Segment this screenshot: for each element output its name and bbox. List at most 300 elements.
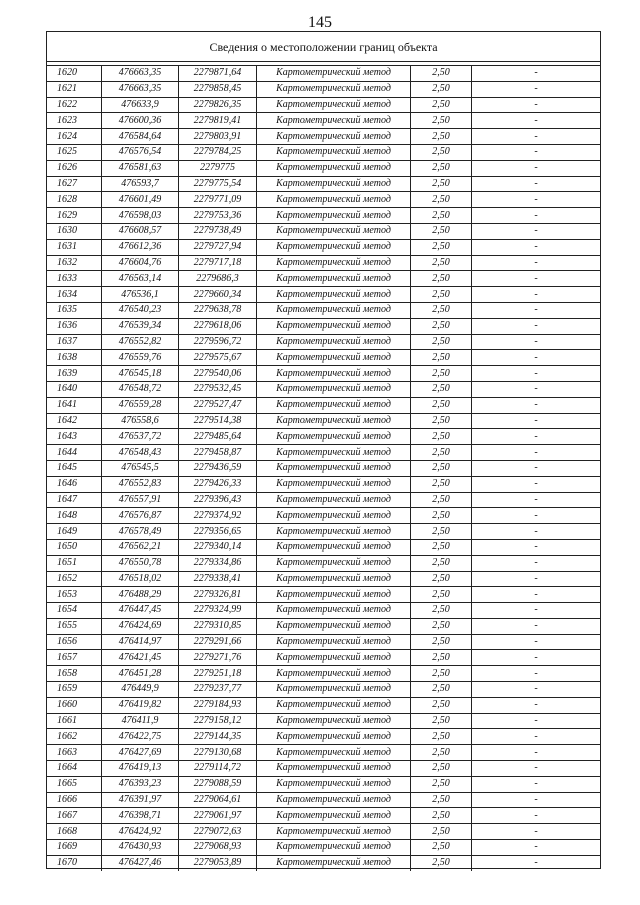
table-row [47, 334, 600, 350]
x-coordinate-cell: 476581,63 [102, 160, 179, 176]
point-number-cell: 1657 [47, 650, 102, 666]
method-cell: Картометрический метод [257, 445, 411, 461]
method-cell: Картометрический метод [257, 192, 411, 208]
table-row [47, 192, 600, 208]
table-row [47, 144, 600, 160]
table-row [47, 271, 600, 287]
precision-cell: 2,50 [411, 508, 472, 524]
x-coordinate-cell: 476633,9 [102, 97, 179, 113]
method-cell: Картометрический метод [257, 492, 411, 508]
description-cell: - [472, 571, 601, 587]
description-cell: - [472, 334, 601, 350]
x-coordinate-cell: 476552,82 [102, 334, 179, 350]
x-coordinate-cell: 476449,9 [102, 682, 179, 698]
point-number-cell: 1620 [47, 66, 102, 82]
description-cell: - [472, 318, 601, 334]
y-coordinate-cell: 2279819,41 [179, 113, 257, 129]
x-coordinate-cell: 476548,72 [102, 381, 179, 397]
table-row [47, 429, 600, 445]
description-cell: - [472, 287, 601, 303]
x-coordinate-cell: 476540,23 [102, 302, 179, 318]
table-row [47, 366, 600, 382]
method-cell: Картометрический метод [257, 366, 411, 382]
description-cell: - [472, 350, 601, 366]
precision-cell: 2,50 [411, 144, 472, 160]
boundary-points-table [47, 65, 600, 871]
point-number-cell: 1666 [47, 792, 102, 808]
method-cell: Картометрический метод [257, 539, 411, 555]
x-coordinate-cell: 476411,9 [102, 713, 179, 729]
method-cell: Картометрический метод [257, 239, 411, 255]
precision-cell: 2,50 [411, 160, 472, 176]
description-cell: - [472, 113, 601, 129]
description-cell: - [472, 539, 601, 555]
precision-cell: 2,50 [411, 555, 472, 571]
point-number-cell: 1649 [47, 524, 102, 540]
y-coordinate-cell: 2279324,99 [179, 603, 257, 619]
precision-cell: 2,50 [411, 603, 472, 619]
description-cell: - [472, 397, 601, 413]
y-coordinate-cell: 2279310,85 [179, 618, 257, 634]
y-coordinate-cell: 2279271,76 [179, 650, 257, 666]
x-coordinate-cell: 476447,45 [102, 603, 179, 619]
table-row [47, 840, 600, 856]
method-cell: Картометрический метод [257, 713, 411, 729]
y-coordinate-cell: 2279717,18 [179, 255, 257, 271]
description-cell: - [472, 129, 601, 145]
y-coordinate-cell: 2279436,59 [179, 460, 257, 476]
table-row [47, 492, 600, 508]
x-coordinate-cell: 476550,78 [102, 555, 179, 571]
table-row [47, 571, 600, 587]
precision-cell: 2,50 [411, 808, 472, 824]
description-cell: - [472, 208, 601, 224]
precision-cell: 2,50 [411, 492, 472, 508]
description-cell: - [472, 239, 601, 255]
y-coordinate-cell: 2279326,81 [179, 587, 257, 603]
y-coordinate-cell: 2279340,14 [179, 539, 257, 555]
method-cell: Картометрический метод [257, 697, 411, 713]
x-coordinate-cell: 476601,49 [102, 192, 179, 208]
y-coordinate-cell: 2279727,94 [179, 239, 257, 255]
x-coordinate-cell: 476419,82 [102, 697, 179, 713]
point-number-cell: 1667 [47, 808, 102, 824]
x-coordinate-cell: 476545,18 [102, 366, 179, 382]
table-row [47, 729, 600, 745]
description-cell: - [472, 745, 601, 761]
y-coordinate-cell: 2279638,78 [179, 302, 257, 318]
method-cell: Картометрический метод [257, 745, 411, 761]
table-row [47, 97, 600, 113]
table-row [47, 761, 600, 777]
x-coordinate-cell: 476424,69 [102, 618, 179, 634]
point-number-cell: 1669 [47, 840, 102, 856]
table-row [47, 603, 600, 619]
method-cell: Картометрический метод [257, 524, 411, 540]
precision-cell: 2,50 [411, 271, 472, 287]
precision-cell: 2,50 [411, 697, 472, 713]
y-coordinate-cell: 2279775,54 [179, 176, 257, 192]
y-coordinate-cell: 2279334,86 [179, 555, 257, 571]
method-cell: Картометрический метод [257, 144, 411, 160]
description-cell: - [472, 682, 601, 698]
y-coordinate-cell: 2279088,59 [179, 776, 257, 792]
table-row [47, 350, 600, 366]
precision-cell: 2,50 [411, 840, 472, 856]
y-coordinate-cell: 2279738,49 [179, 223, 257, 239]
point-number-cell: 1670 [47, 855, 102, 870]
y-coordinate-cell: 2279540,06 [179, 366, 257, 382]
precision-cell: 2,50 [411, 113, 472, 129]
description-cell: - [472, 508, 601, 524]
method-cell: Картометрический метод [257, 824, 411, 840]
description-cell: - [472, 476, 601, 492]
point-number-cell: 1652 [47, 571, 102, 587]
point-number-cell: 1645 [47, 460, 102, 476]
point-number-cell: 1661 [47, 713, 102, 729]
precision-cell: 2,50 [411, 476, 472, 492]
table-row [47, 287, 600, 303]
x-coordinate-cell: 476608,57 [102, 223, 179, 239]
description-cell: - [472, 492, 601, 508]
y-coordinate-cell: 2279291,66 [179, 634, 257, 650]
description-cell: - [472, 381, 601, 397]
point-number-cell: 1637 [47, 334, 102, 350]
method-cell: Картометрический метод [257, 682, 411, 698]
table-row [47, 239, 600, 255]
point-number-cell: 1626 [47, 160, 102, 176]
point-number-cell: 1643 [47, 429, 102, 445]
table-row [47, 476, 600, 492]
description-cell: - [472, 271, 601, 287]
x-coordinate-cell: 476430,93 [102, 840, 179, 856]
method-cell: Картометрический метод [257, 381, 411, 397]
table-row [47, 255, 600, 271]
method-cell: Картометрический метод [257, 571, 411, 587]
x-coordinate-cell: 476552,83 [102, 476, 179, 492]
description-cell: - [472, 366, 601, 382]
y-coordinate-cell: 2279061,97 [179, 808, 257, 824]
y-coordinate-cell: 2279068,93 [179, 840, 257, 856]
method-cell: Картометрический метод [257, 255, 411, 271]
y-coordinate-cell: 2279575,67 [179, 350, 257, 366]
point-number-cell: 1623 [47, 113, 102, 129]
description-cell: - [472, 66, 601, 82]
method-cell: Картометрический метод [257, 666, 411, 682]
method-cell: Картометрический метод [257, 160, 411, 176]
precision-cell: 2,50 [411, 571, 472, 587]
x-coordinate-cell: 476562,21 [102, 539, 179, 555]
method-cell: Картометрический метод [257, 792, 411, 808]
method-cell: Картометрический метод [257, 113, 411, 129]
x-coordinate-cell: 476612,36 [102, 239, 179, 255]
method-cell: Картометрический метод [257, 350, 411, 366]
point-number-cell: 1627 [47, 176, 102, 192]
y-coordinate-cell: 2279338,41 [179, 571, 257, 587]
point-number-cell: 1629 [47, 208, 102, 224]
table-row [47, 682, 600, 698]
x-coordinate-cell: 476488,29 [102, 587, 179, 603]
precision-cell: 2,50 [411, 587, 472, 603]
point-number-cell: 1642 [47, 413, 102, 429]
description-cell: - [472, 176, 601, 192]
table-row [47, 634, 600, 650]
point-number-cell: 1660 [47, 697, 102, 713]
y-coordinate-cell: 2279858,45 [179, 81, 257, 97]
method-cell: Картометрический метод [257, 318, 411, 334]
point-number-cell: 1638 [47, 350, 102, 366]
x-coordinate-cell: 476578,49 [102, 524, 179, 540]
description-cell: - [472, 445, 601, 461]
x-coordinate-cell: 476663,35 [102, 81, 179, 97]
description-cell: - [472, 144, 601, 160]
y-coordinate-cell: 2279532,45 [179, 381, 257, 397]
table-row [47, 776, 600, 792]
precision-cell: 2,50 [411, 255, 472, 271]
y-coordinate-cell: 2279072,63 [179, 824, 257, 840]
y-coordinate-cell: 2279753,36 [179, 208, 257, 224]
point-number-cell: 1662 [47, 729, 102, 745]
x-coordinate-cell: 476593,7 [102, 176, 179, 192]
x-coordinate-cell: 476563,14 [102, 271, 179, 287]
description-cell: - [472, 429, 601, 445]
y-coordinate-cell: 2279158,12 [179, 713, 257, 729]
precision-cell: 2,50 [411, 445, 472, 461]
precision-cell: 2,50 [411, 366, 472, 382]
method-cell: Картометрический метод [257, 634, 411, 650]
x-coordinate-cell: 476558,6 [102, 413, 179, 429]
precision-cell: 2,50 [411, 176, 472, 192]
precision-cell: 2,50 [411, 397, 472, 413]
point-number-cell: 1621 [47, 81, 102, 97]
table-row [47, 318, 600, 334]
point-number-cell: 1646 [47, 476, 102, 492]
table-row [47, 618, 600, 634]
x-coordinate-cell: 476545,5 [102, 460, 179, 476]
precision-cell: 2,50 [411, 855, 472, 870]
x-coordinate-cell: 476576,87 [102, 508, 179, 524]
method-cell: Картометрический метод [257, 476, 411, 492]
method-cell: Картометрический метод [257, 97, 411, 113]
x-coordinate-cell: 476419,13 [102, 761, 179, 777]
precision-cell: 2,50 [411, 208, 472, 224]
point-number-cell: 1668 [47, 824, 102, 840]
table-row [47, 397, 600, 413]
table-row [47, 666, 600, 682]
method-cell: Картометрический метод [257, 840, 411, 856]
precision-cell: 2,50 [411, 129, 472, 145]
method-cell: Картометрический метод [257, 334, 411, 350]
precision-cell: 2,50 [411, 824, 472, 840]
x-coordinate-cell: 476398,71 [102, 808, 179, 824]
description-cell: - [472, 618, 601, 634]
precision-cell: 2,50 [411, 761, 472, 777]
y-coordinate-cell: 2279784,25 [179, 144, 257, 160]
y-coordinate-cell: 2279771,09 [179, 192, 257, 208]
point-number-cell: 1640 [47, 381, 102, 397]
y-coordinate-cell: 2279426,33 [179, 476, 257, 492]
precision-cell: 2,50 [411, 66, 472, 82]
precision-cell: 2,50 [411, 539, 472, 555]
precision-cell: 2,50 [411, 634, 472, 650]
table-row [47, 81, 600, 97]
table-row [47, 223, 600, 239]
x-coordinate-cell: 476559,28 [102, 397, 179, 413]
x-coordinate-cell: 476427,46 [102, 855, 179, 870]
precision-cell: 2,50 [411, 287, 472, 303]
method-cell: Картометрический метод [257, 397, 411, 413]
x-coordinate-cell: 476393,23 [102, 776, 179, 792]
description-cell: - [472, 840, 601, 856]
x-coordinate-cell: 476539,34 [102, 318, 179, 334]
method-cell: Картометрический метод [257, 776, 411, 792]
precision-cell: 2,50 [411, 81, 472, 97]
method-cell: Картометрический метод [257, 81, 411, 97]
table-row [47, 381, 600, 397]
description-cell: - [472, 587, 601, 603]
description-cell: - [472, 97, 601, 113]
description-cell: - [472, 713, 601, 729]
table-row [47, 713, 600, 729]
y-coordinate-cell: 2279053,89 [179, 855, 257, 870]
table-row [47, 129, 600, 145]
method-cell: Картометрический метод [257, 460, 411, 476]
y-coordinate-cell: 2279458,87 [179, 445, 257, 461]
point-number-cell: 1664 [47, 761, 102, 777]
description-cell: - [472, 650, 601, 666]
method-cell: Картометрический метод [257, 129, 411, 145]
method-cell: Картометрический метод [257, 603, 411, 619]
x-coordinate-cell: 476391,97 [102, 792, 179, 808]
y-coordinate-cell: 2279251,18 [179, 666, 257, 682]
method-cell: Картометрический метод [257, 650, 411, 666]
description-cell: - [472, 302, 601, 318]
point-number-cell: 1653 [47, 587, 102, 603]
description-cell: - [472, 855, 601, 870]
description-cell: - [472, 776, 601, 792]
x-coordinate-cell: 476427,69 [102, 745, 179, 761]
x-coordinate-cell: 476518,02 [102, 571, 179, 587]
point-number-cell: 1636 [47, 318, 102, 334]
x-coordinate-cell: 476424,92 [102, 824, 179, 840]
description-cell: - [472, 603, 601, 619]
precision-cell: 2,50 [411, 460, 472, 476]
y-coordinate-cell: 2279803,91 [179, 129, 257, 145]
y-coordinate-cell: 2279144,35 [179, 729, 257, 745]
method-cell: Картометрический метод [257, 223, 411, 239]
description-cell: - [472, 255, 601, 271]
precision-cell: 2,50 [411, 413, 472, 429]
point-number-cell: 1639 [47, 366, 102, 382]
method-cell: Картометрический метод [257, 287, 411, 303]
boundary-table-frame [46, 31, 601, 869]
y-coordinate-cell: 2279527,47 [179, 397, 257, 413]
point-number-cell: 1630 [47, 223, 102, 239]
y-coordinate-cell: 2279374,92 [179, 508, 257, 524]
precision-cell: 2,50 [411, 223, 472, 239]
x-coordinate-cell: 476600,36 [102, 113, 179, 129]
table-row [47, 808, 600, 824]
description-cell: - [472, 808, 601, 824]
description-cell: - [472, 697, 601, 713]
description-cell: - [472, 555, 601, 571]
y-coordinate-cell: 2279064,61 [179, 792, 257, 808]
point-number-cell: 1658 [47, 666, 102, 682]
x-coordinate-cell: 476414,97 [102, 634, 179, 650]
description-cell: - [472, 666, 601, 682]
table-row [47, 508, 600, 524]
point-number-cell: 1635 [47, 302, 102, 318]
precision-cell: 2,50 [411, 776, 472, 792]
y-coordinate-cell: 2279184,93 [179, 697, 257, 713]
method-cell: Картометрический метод [257, 761, 411, 777]
precision-cell: 2,50 [411, 618, 472, 634]
precision-cell: 2,50 [411, 729, 472, 745]
description-cell: - [472, 729, 601, 745]
method-cell: Картометрический метод [257, 429, 411, 445]
table-row [47, 113, 600, 129]
table-row [47, 824, 600, 840]
description-cell: - [472, 792, 601, 808]
precision-cell: 2,50 [411, 650, 472, 666]
description-cell: - [472, 460, 601, 476]
point-number-cell: 1631 [47, 239, 102, 255]
point-number-cell: 1659 [47, 682, 102, 698]
point-number-cell: 1644 [47, 445, 102, 461]
y-coordinate-cell: 2279618,06 [179, 318, 257, 334]
table-title: Сведения о местоположении границ объекта [47, 32, 600, 62]
precision-cell: 2,50 [411, 239, 472, 255]
y-coordinate-cell: 2279596,72 [179, 334, 257, 350]
table-row [47, 413, 600, 429]
x-coordinate-cell: 476421,45 [102, 650, 179, 666]
method-cell: Картометрический метод [257, 176, 411, 192]
method-cell: Картометрический метод [257, 808, 411, 824]
precision-cell: 2,50 [411, 192, 472, 208]
description-cell: - [472, 824, 601, 840]
point-number-cell: 1633 [47, 271, 102, 287]
x-coordinate-cell: 476604,76 [102, 255, 179, 271]
x-coordinate-cell: 476576,54 [102, 144, 179, 160]
table-row [47, 555, 600, 571]
point-number-cell: 1622 [47, 97, 102, 113]
method-cell: Картометрический метод [257, 208, 411, 224]
method-cell: Картометрический метод [257, 302, 411, 318]
x-coordinate-cell: 476422,75 [102, 729, 179, 745]
table-row [47, 66, 600, 82]
point-number-cell: 1656 [47, 634, 102, 650]
method-cell: Картометрический метод [257, 855, 411, 870]
table-row [47, 208, 600, 224]
y-coordinate-cell: 2279130,68 [179, 745, 257, 761]
table-row [47, 855, 600, 870]
method-cell: Картометрический метод [257, 555, 411, 571]
precision-cell: 2,50 [411, 381, 472, 397]
precision-cell: 2,50 [411, 318, 472, 334]
x-coordinate-cell: 476548,43 [102, 445, 179, 461]
table-body [47, 66, 600, 871]
y-coordinate-cell: 2279485,64 [179, 429, 257, 445]
table-row [47, 302, 600, 318]
table-row [47, 650, 600, 666]
page-number: 145 [308, 14, 332, 31]
x-coordinate-cell: 476557,91 [102, 492, 179, 508]
precision-cell: 2,50 [411, 302, 472, 318]
table-row [47, 792, 600, 808]
precision-cell: 2,50 [411, 429, 472, 445]
description-cell: - [472, 761, 601, 777]
point-number-cell: 1654 [47, 603, 102, 619]
